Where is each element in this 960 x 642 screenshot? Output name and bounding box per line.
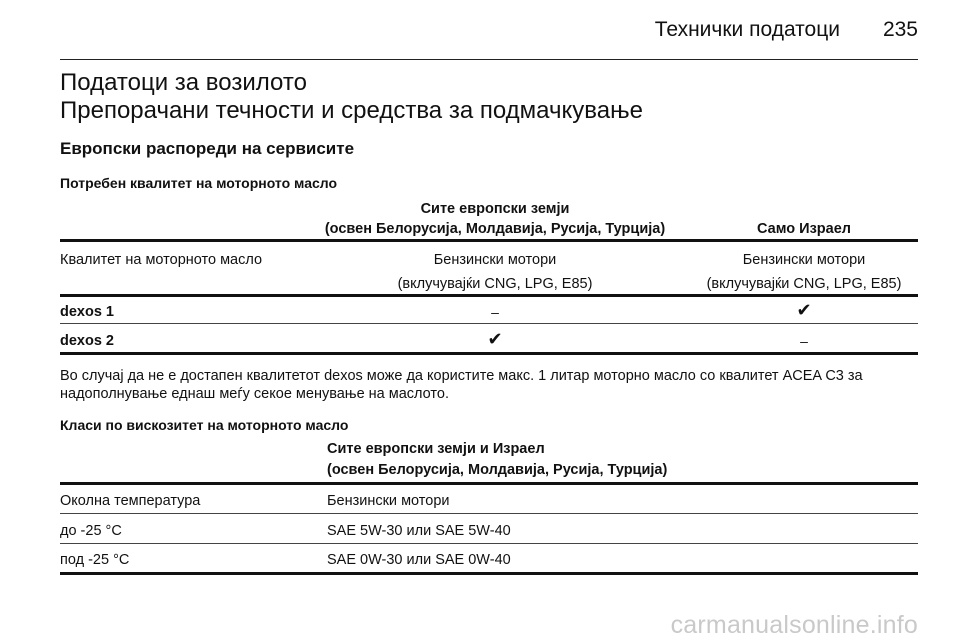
row-label: Квалитет на моторното масло — [60, 252, 263, 268]
table-rule — [60, 352, 918, 355]
row-label: dexos 2 — [60, 333, 114, 349]
checkmark-icon: ✔ — [487, 329, 503, 350]
visc-header-line1: Сите европски земји и Израел — [327, 441, 545, 457]
grade-cell: SAE 0W-30 или SAE 0W-40 — [327, 552, 511, 568]
col3-header: Само Израел — [757, 221, 851, 237]
page-header — [60, 18, 918, 44]
col-label: Бензински мотори — [327, 493, 450, 509]
viscosity-title: Класи по вискозитет на моторното масло — [60, 417, 349, 433]
dash-icon: – — [491, 304, 499, 320]
grade-cell: SAE 5W-30 или SAE 5W-40 — [327, 523, 511, 539]
dexos-note: Во случај да не е достапен квалитетот dexos може да користите макс. 1 литар моторно масло со квалитет ACEA C3 за надополнување еднаш меѓу секое менување на маслото. — [60, 368, 863, 402]
header-title: Технички податоци — [654, 18, 840, 41]
checkmark-icon: ✔ — [796, 300, 812, 321]
header-divider — [60, 59, 918, 60]
temp-cell: до -25 °C — [60, 523, 122, 539]
row-label: dexos 1 — [60, 304, 114, 320]
table-rule — [60, 543, 918, 544]
cell: Бензински мотори — [433, 252, 557, 268]
table-rule — [60, 572, 918, 575]
table-rule — [60, 482, 918, 485]
col2-header-line2: (освен Белорусија, Молдавија, Русија, Турција) — [324, 221, 666, 237]
watermark: carmanualsonline.info — [670, 611, 918, 639]
cell: (вклучувајќи CNG, LPG, E85) — [397, 276, 593, 292]
subsection-title: Препорачани течности и средства за подмачкување — [60, 97, 643, 124]
page-number: 235 — [882, 18, 918, 41]
section-title: Податоци за возилото — [60, 69, 307, 96]
table-rule — [60, 323, 918, 324]
table-rule — [60, 294, 918, 297]
col-label: Околна температура — [60, 493, 201, 509]
dash-icon: – — [800, 333, 808, 349]
table-rule — [60, 513, 918, 514]
oil-quality-title: Потребен квалитет на моторното масло — [60, 175, 338, 191]
service-schedule-title: Европски распореди на сервисите — [60, 139, 355, 158]
cell: (вклучувајќи CNG, LPG, E85) — [706, 276, 902, 292]
visc-header-line2: (освен Белорусија, Молдавија, Русија, Турција) — [327, 462, 668, 478]
col2-header-line1: Сите европски земји — [420, 201, 570, 217]
table-rule — [60, 239, 918, 242]
temp-cell: под -25 °C — [60, 552, 130, 568]
cell: Бензински мотори — [742, 252, 866, 268]
